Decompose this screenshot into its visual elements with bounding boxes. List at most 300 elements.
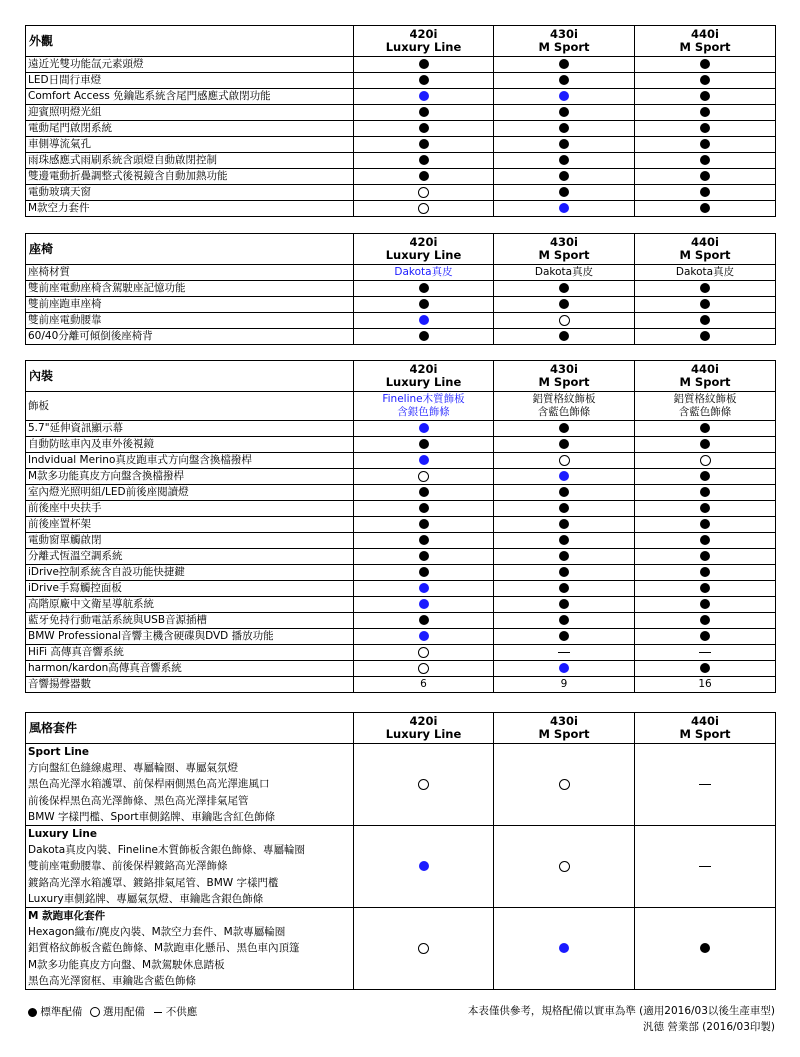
spec-value <box>494 533 635 549</box>
package-feature-line: 鋁質格紋飾板含藍色飾條、M款跑車化懸吊、黑色車內頂篷 <box>28 942 300 955</box>
spec-row <box>26 533 776 549</box>
standard-dot-icon <box>700 943 710 953</box>
optional-circle-icon <box>559 779 570 790</box>
spec-value <box>494 201 635 217</box>
exterior-table <box>25 25 776 217</box>
package-feature-line: M款多功能真皮方向盤、M款駕駛休息踏板 <box>28 958 225 971</box>
model-name: 430i <box>550 362 578 376</box>
spec-text: 16 <box>698 678 712 690</box>
model-header-420i <box>354 234 494 265</box>
spec-label: M款多功能真皮方向盤含換檔撥桿 <box>26 469 354 485</box>
spec-value <box>635 517 776 533</box>
spec-row <box>26 297 776 313</box>
standard-dot-icon <box>700 471 710 481</box>
spec-value <box>354 121 494 137</box>
spec-text-line: 鋁質格紋飾板 <box>673 393 737 405</box>
section-header <box>26 26 776 57</box>
spec-row <box>26 485 776 501</box>
model-name: 430i <box>550 235 578 249</box>
spec-value <box>494 392 635 421</box>
package-name: Sport Line <box>28 746 90 758</box>
standard-dot-icon <box>559 551 569 561</box>
optional-circle-icon <box>559 861 570 872</box>
standard-dot-icon <box>559 583 569 593</box>
standard-dot-icon <box>419 283 429 293</box>
legend-not-available: 不供應 <box>165 1006 198 1018</box>
not-available-dash-icon <box>154 1012 162 1013</box>
spec-value <box>354 313 494 329</box>
not-available-dash-icon <box>699 784 711 785</box>
spec-value <box>494 517 635 533</box>
model-name: 420i <box>409 235 438 249</box>
standard-dot-icon <box>700 283 710 293</box>
spec-value <box>354 201 494 217</box>
spec-value <box>494 501 635 517</box>
spec-label: 雙前座電動腰靠 <box>26 313 354 329</box>
standard-blue-dot-icon <box>559 91 569 101</box>
package-name: Luxury Line <box>28 828 97 841</box>
spec-value <box>635 826 776 908</box>
spec-value <box>635 533 776 549</box>
spec-value <box>494 297 635 313</box>
model-header-440i <box>635 234 776 265</box>
spec-value <box>354 105 494 121</box>
standard-dot-icon <box>419 551 429 561</box>
model-trim: M Sport <box>679 40 731 54</box>
spec-row <box>26 265 776 281</box>
spec-value <box>494 421 635 437</box>
spec-value <box>494 485 635 501</box>
spec-label: 座椅材質 <box>26 265 354 281</box>
legend-standard: 標準配備 <box>40 1006 83 1018</box>
spec-value <box>354 597 494 613</box>
spec-value <box>635 185 776 201</box>
standard-dot-icon <box>419 155 429 165</box>
standard-dot-icon <box>419 519 429 529</box>
standard-dot-icon <box>700 503 710 513</box>
standard-dot-icon <box>559 535 569 545</box>
spec-label: Comfort Access 免鑰匙系統含尾門感應式啟閉功能 <box>26 89 354 105</box>
spec-row <box>26 73 776 89</box>
spec-value <box>354 565 494 581</box>
standard-dot-icon <box>559 567 569 577</box>
spec-value <box>354 661 494 677</box>
spec-row <box>26 549 776 565</box>
spec-label: iDrive控制系統含自設功能快捷鍵 <box>26 565 354 581</box>
spec-value <box>635 908 776 990</box>
section-header <box>26 713 776 744</box>
model-trim: Luxury Line <box>385 727 462 741</box>
section-title: 內裝 <box>26 361 354 392</box>
spec-row <box>26 437 776 453</box>
spec-value <box>494 137 635 153</box>
spec-value <box>354 613 494 629</box>
spec-value <box>635 437 776 453</box>
spec-value <box>354 744 494 826</box>
standard-dot-icon <box>419 75 429 85</box>
model-name: 420i <box>409 362 438 376</box>
standard-dot-icon <box>419 615 429 625</box>
spec-row <box>26 57 776 73</box>
spec-value <box>494 169 635 185</box>
package-feature-line: 雙前座電動腰靠、前後保桿鍍鉻高光澤飾條 <box>28 860 228 873</box>
model-name: 420i <box>409 714 438 728</box>
spec-value <box>354 137 494 153</box>
standard-dot-icon <box>700 139 710 149</box>
spec-row <box>26 661 776 677</box>
standard-dot-icon <box>700 631 710 641</box>
model-trim: M Sport <box>679 248 731 262</box>
spec-value <box>354 281 494 297</box>
standard-dot-icon <box>700 123 710 133</box>
model-header-430i <box>494 361 635 392</box>
model-name: 420i <box>409 27 438 41</box>
spec-value <box>354 677 494 693</box>
standard-dot-icon <box>700 315 710 325</box>
spec-text-line: 鋁質格紋飾板 <box>532 393 596 405</box>
spec-row <box>26 185 776 201</box>
standard-dot-icon <box>419 107 429 117</box>
style-package-table <box>25 712 776 990</box>
spec-label: 雙前座跑車座椅 <box>26 297 354 313</box>
spec-row <box>26 581 776 597</box>
model-trim: M Sport <box>538 40 590 54</box>
standard-dot-icon <box>700 155 710 165</box>
model-header-420i <box>354 713 494 744</box>
spec-value <box>494 565 635 581</box>
spec-value <box>354 453 494 469</box>
spec-label: 電動尾門啟閉系統 <box>26 121 354 137</box>
spec-value <box>354 517 494 533</box>
standard-dot-icon <box>559 283 569 293</box>
standard-dot-icon <box>700 203 710 213</box>
standard-dot-icon <box>700 567 710 577</box>
spec-value <box>494 908 635 990</box>
package-feature-line: Hexagon織布/麂皮內裝、M款空力套件、M款專屬輪圈 <box>28 926 286 939</box>
model-header-440i <box>635 713 776 744</box>
model-name: 430i <box>550 714 578 728</box>
spec-row <box>26 597 776 613</box>
spec-row <box>26 137 776 153</box>
spec-value <box>635 421 776 437</box>
standard-blue-dot-icon <box>419 423 429 433</box>
spec-value <box>635 281 776 297</box>
spec-value <box>494 645 635 661</box>
standard-dot-icon <box>700 439 710 449</box>
standard-dot-icon <box>559 631 569 641</box>
standard-dot-icon <box>419 487 429 497</box>
optional-circle-icon <box>90 1007 100 1017</box>
seats-table <box>25 233 776 345</box>
spec-text-line: 含銀色飾條 <box>397 406 450 418</box>
model-header-420i <box>354 26 494 57</box>
spec-value <box>494 826 635 908</box>
standard-dot-icon <box>419 171 429 181</box>
spec-value <box>635 645 776 661</box>
spec-row <box>26 677 776 693</box>
optional-circle-icon <box>559 315 570 326</box>
spec-value <box>354 89 494 105</box>
spec-value <box>635 565 776 581</box>
spec-value <box>494 661 635 677</box>
spec-label: 自動防眩車內及車外後視鏡 <box>26 437 354 453</box>
spec-value <box>635 744 776 826</box>
spec-value <box>494 549 635 565</box>
spec-value <box>635 137 776 153</box>
standard-blue-dot-icon <box>419 861 429 871</box>
spec-value <box>635 453 776 469</box>
spec-value <box>354 73 494 89</box>
standard-dot-icon <box>700 615 710 625</box>
model-name: 440i <box>691 235 719 249</box>
spec-row <box>26 613 776 629</box>
spec-row <box>26 629 776 645</box>
package-feature-line: 黑色高光澤窗框、車鑰匙含藍色飾條 <box>28 974 196 987</box>
spec-value <box>354 153 494 169</box>
not-available-dash-icon <box>558 652 570 653</box>
standard-dot-icon <box>559 299 569 309</box>
package-feature-line: 鍍鉻高光澤水箱護罩、鍍鉻排氣尾管、BMW 字樣門檻 <box>28 876 279 889</box>
section-title: 座椅 <box>26 234 354 265</box>
standard-dot-icon <box>700 299 710 309</box>
standard-dot-icon <box>559 139 569 149</box>
spec-value <box>494 57 635 73</box>
standard-dot-icon <box>700 91 710 101</box>
standard-blue-dot-icon <box>559 943 569 953</box>
package-feature-line: BMW 字樣門檻、Sport車側銘牌、車鑰匙含紅色飾條 <box>28 810 276 823</box>
standard-dot-icon <box>700 663 710 673</box>
spec-value <box>635 121 776 137</box>
standard-dot-icon <box>419 139 429 149</box>
model-header-440i <box>635 361 776 392</box>
standard-dot-icon <box>419 299 429 309</box>
spec-value <box>354 629 494 645</box>
spec-value <box>635 57 776 73</box>
footnote-disclaimer: 本表僅供參考，規格配備以實車為準 (適用2016/03以後生產車型) <box>467 1005 775 1017</box>
spec-value <box>635 297 776 313</box>
spec-row <box>26 169 776 185</box>
optional-circle-icon <box>418 663 429 674</box>
spec-row <box>26 153 776 169</box>
spec-label: 前後座中央扶手 <box>26 501 354 517</box>
standard-dot-icon <box>700 599 710 609</box>
not-available-dash-icon <box>699 866 711 867</box>
model-trim: M Sport <box>679 375 731 389</box>
optional-circle-icon <box>418 647 429 658</box>
standard-blue-dot-icon <box>419 315 429 325</box>
package-description <box>26 744 354 826</box>
spec-text-line: 含藍色飾條 <box>537 406 591 418</box>
package-feature-line: 前後保桿黑色高光澤飾條、黑色高光澤排氣尾管 <box>28 794 249 807</box>
spec-value <box>635 661 776 677</box>
model-trim: Luxury Line <box>385 248 462 262</box>
spec-value <box>494 105 635 121</box>
spec-label: 音響揚聲器數 <box>26 677 354 693</box>
standard-dot-icon <box>559 107 569 117</box>
spec-label: 飾板 <box>26 392 354 421</box>
package-feature-line: Dakota真皮內裝、Fineline木質飾板含銀色飾條、專屬輪圈 <box>28 844 305 857</box>
spec-value <box>494 677 635 693</box>
optional-circle-icon <box>700 455 711 466</box>
spec-value <box>635 313 776 329</box>
spec-text-line: Fineline木質飾板 <box>382 393 465 405</box>
spec-row <box>26 121 776 137</box>
spec-row <box>26 313 776 329</box>
section-header <box>26 234 776 265</box>
spec-label: 雨珠感應式雨刷系統含頭燈自動啟閉控制 <box>26 153 354 169</box>
section-title: 風格套件 <box>26 713 354 744</box>
standard-dot-icon <box>559 519 569 529</box>
model-header-430i <box>494 26 635 57</box>
spec-value <box>494 281 635 297</box>
spec-value <box>635 597 776 613</box>
standard-dot-icon <box>559 487 569 497</box>
spec-label: 室內燈光照明組/LED前後座閱讀燈 <box>26 485 354 501</box>
spec-value <box>494 744 635 826</box>
spec-value <box>354 826 494 908</box>
spec-text: Dakota真皮 <box>394 266 453 278</box>
spec-value <box>354 169 494 185</box>
standard-dot-icon <box>700 551 710 561</box>
spec-value <box>354 908 494 990</box>
model-name: 430i <box>550 27 578 41</box>
model-trim: Luxury Line <box>385 375 462 389</box>
spec-value <box>354 265 494 281</box>
spec-value <box>635 581 776 597</box>
spec-value <box>494 581 635 597</box>
optional-circle-icon <box>418 779 429 790</box>
standard-dot-icon <box>419 567 429 577</box>
standard-blue-dot-icon <box>419 91 429 101</box>
package-row <box>26 744 776 826</box>
standard-dot-icon <box>700 171 710 181</box>
standard-dot-icon <box>419 503 429 513</box>
spec-value <box>354 297 494 313</box>
standard-dot-icon <box>700 519 710 529</box>
standard-dot-icon <box>700 583 710 593</box>
standard-blue-dot-icon <box>419 631 429 641</box>
model-name: 440i <box>691 362 719 376</box>
spec-label: 分離式恆溫空調系統 <box>26 549 354 565</box>
spec-row <box>26 565 776 581</box>
spec-value <box>635 169 776 185</box>
standard-dot-icon <box>419 439 429 449</box>
standard-dot-icon <box>559 599 569 609</box>
spec-label: 藍牙免持行動電話系統與USB音源插槽 <box>26 613 354 629</box>
spec-value <box>494 89 635 105</box>
standard-dot-icon <box>419 59 429 69</box>
spec-value <box>354 485 494 501</box>
model-trim: M Sport <box>538 727 590 741</box>
section-title: 外觀 <box>26 26 354 57</box>
standard-dot-icon <box>700 187 710 197</box>
spec-value <box>354 469 494 485</box>
spec-value <box>354 57 494 73</box>
spec-value <box>354 392 494 421</box>
standard-dot-icon <box>419 123 429 133</box>
spec-value <box>354 329 494 345</box>
standard-dot-icon <box>559 75 569 85</box>
spec-label: 遠近光雙功能氙元素頭燈 <box>26 57 354 73</box>
standard-dot-icon <box>700 423 710 433</box>
standard-blue-dot-icon <box>419 455 429 465</box>
spec-row <box>26 517 776 533</box>
model-trim: Luxury Line <box>385 40 462 54</box>
spec-label: 高階原廠中文衛星導航系統 <box>26 597 354 613</box>
spec-value <box>635 469 776 485</box>
legend <box>28 1004 197 1019</box>
spec-value <box>354 501 494 517</box>
standard-dot-icon <box>559 123 569 133</box>
spec-label: BMW Professional音響主機含硬碟與DVD 播放功能 <box>26 629 354 645</box>
spec-label: iDrive手寫觸控面板 <box>26 581 354 597</box>
standard-dot-icon <box>559 171 569 181</box>
spec-value <box>494 629 635 645</box>
spec-value <box>494 597 635 613</box>
model-name: 440i <box>691 714 719 728</box>
spec-text: Dakota真皮 <box>675 266 735 278</box>
standard-dot-icon <box>559 423 569 433</box>
spec-text: 9 <box>560 678 568 690</box>
spec-row <box>26 281 776 297</box>
standard-dot-icon <box>28 1008 37 1017</box>
spec-row <box>26 329 776 345</box>
model-header-430i <box>494 713 635 744</box>
spec-row <box>26 89 776 105</box>
footnote <box>468 1003 775 1035</box>
model-trim: M Sport <box>679 727 731 741</box>
spec-value <box>635 265 776 281</box>
spec-label: 電動玻璃天窗 <box>26 185 354 201</box>
model-header-430i <box>494 234 635 265</box>
spec-value <box>494 437 635 453</box>
spec-text: Dakota真皮 <box>534 266 594 278</box>
legend-optional: 選用配備 <box>103 1006 146 1018</box>
spec-value <box>635 153 776 169</box>
standard-dot-icon <box>559 59 569 69</box>
spec-label: 車側導流氣孔 <box>26 137 354 153</box>
optional-circle-icon <box>418 471 429 482</box>
standard-blue-dot-icon <box>419 599 429 609</box>
spec-value <box>494 153 635 169</box>
standard-dot-icon <box>559 155 569 165</box>
spec-label: Indvidual Merino真皮跑車式方向盤含換檔撥桿 <box>26 453 354 469</box>
spec-text: 6 <box>420 678 427 690</box>
spec-label: LED日間行車燈 <box>26 73 354 89</box>
standard-dot-icon <box>700 487 710 497</box>
spec-row <box>26 392 776 421</box>
package-feature-line: Luxury車側銘牌、專屬氣氛燈、車鑰匙含銀色飾條 <box>28 892 264 905</box>
package-name: M 款跑車化套件 <box>28 910 106 923</box>
spec-value <box>494 121 635 137</box>
not-available-dash-icon <box>699 652 711 653</box>
spec-row <box>26 501 776 517</box>
spec-value <box>635 485 776 501</box>
optional-circle-icon <box>418 187 429 198</box>
spec-value <box>494 329 635 345</box>
spec-value <box>635 105 776 121</box>
spec-value <box>354 645 494 661</box>
spec-label: harmon/kardon高傳真音響系統 <box>26 661 354 677</box>
spec-label: 電動窗單觸啟閉 <box>26 533 354 549</box>
optional-circle-icon <box>559 455 570 466</box>
spec-row <box>26 201 776 217</box>
spec-row <box>26 469 776 485</box>
spec-value <box>494 185 635 201</box>
standard-blue-dot-icon <box>559 471 569 481</box>
model-header-420i <box>354 361 494 392</box>
spec-value <box>494 613 635 629</box>
